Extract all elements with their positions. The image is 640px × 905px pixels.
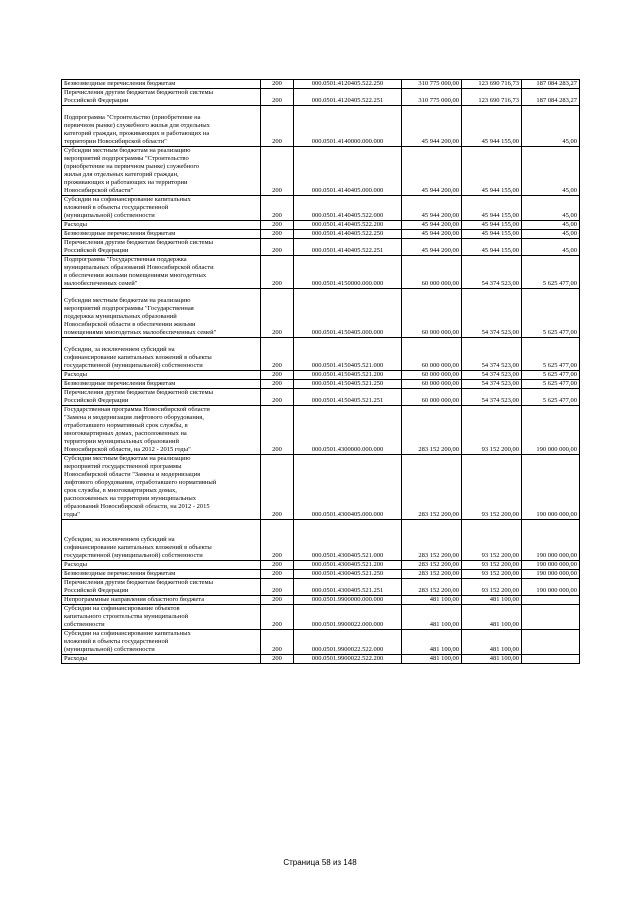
table-row bbox=[62, 596, 580, 605]
row-executed-cell: 45 944 155,00 bbox=[462, 239, 522, 256]
row-grbs-cell: 200 bbox=[261, 570, 294, 579]
row-remainder-cell: 5 625 477,00 bbox=[522, 371, 580, 380]
row-remainder-cell: 5 625 477,00 bbox=[522, 256, 580, 289]
table-row bbox=[62, 289, 580, 338]
row-remainder-cell: 5 625 477,00 bbox=[522, 380, 580, 389]
row-name-cell: Субсидии на софинансирование капитальных вложений в объекты государственной (муниципальной) собственности bbox=[62, 196, 261, 221]
row-remainder-cell: 5 625 477,00 bbox=[522, 289, 580, 338]
row-grbs-cell: 200 bbox=[261, 239, 294, 256]
row-remainder-cell: 45,00 bbox=[522, 147, 580, 196]
row-remainder-cell: 190 000 000,00 bbox=[522, 455, 580, 520]
row-grbs-cell: 200 bbox=[261, 147, 294, 196]
row-approved-cell: 60 000 000,00 bbox=[402, 371, 462, 380]
row-name-cell: Безвозмездные перечисления бюджетам bbox=[62, 380, 261, 389]
budget-table-body bbox=[62, 80, 580, 664]
row-name-cell: Субсидии местным бюджетам на реализацию мероприятий государственной программы Новосибирской области "Замена и модернизация лифтового оборудования, отработавшего нормативный срок службы, в многоквартирных домах, расположенных на территории муниципальных образований Новосибирской области, на 2012 - 2015 годы" bbox=[62, 455, 261, 520]
table-row bbox=[62, 655, 580, 664]
row-grbs-cell: 200 bbox=[261, 655, 294, 664]
row-remainder-cell bbox=[522, 655, 580, 664]
row-code-cell: 000.0501.4300405.000.000 bbox=[294, 455, 402, 520]
row-grbs-cell: 200 bbox=[261, 196, 294, 221]
table-row bbox=[62, 389, 580, 406]
row-approved-cell: 283 152 200,00 bbox=[402, 579, 462, 596]
row-code-cell: 000.0501.4150405.521.000 bbox=[294, 338, 402, 371]
row-executed-cell: 45 944 155,00 bbox=[462, 106, 522, 147]
row-grbs-cell: 200 bbox=[261, 605, 294, 630]
row-executed-cell: 123 690 716,73 bbox=[462, 89, 522, 106]
row-code-cell: 000.0501.4140405.522.250 bbox=[294, 230, 402, 239]
table-row bbox=[62, 380, 580, 389]
table-row bbox=[62, 256, 580, 289]
row-approved-cell: 60 000 000,00 bbox=[402, 338, 462, 371]
row-remainder-cell: 190 000 000,00 bbox=[522, 570, 580, 579]
row-name-cell: Субсидии, за исключением субсидий на софинансирование капитальных вложений в объекты государственной (муниципальной) собственности bbox=[62, 338, 261, 371]
row-code-cell: 000.0501.4300405.521.250 bbox=[294, 570, 402, 579]
row-grbs-cell: 200 bbox=[261, 230, 294, 239]
row-name-cell: Государственная программа Новосибирской области "Замена и модернизация лифтового оборудования, отработавшего нормативный срок службы, в многоквартирных домах, расположенных на территории муниципальных образований Новосибирской области, на 2012 - 2015 годы" bbox=[62, 406, 261, 455]
row-executed-cell: 45 944 155,00 bbox=[462, 147, 522, 196]
row-name-cell: Непрограммные направления областного бюджета bbox=[62, 596, 261, 605]
table-row bbox=[62, 630, 580, 655]
row-approved-cell: 481 100,00 bbox=[402, 630, 462, 655]
row-code-cell: 000.0501.4300405.521.200 bbox=[294, 561, 402, 570]
row-approved-cell: 45 944 200,00 bbox=[402, 230, 462, 239]
row-name-cell: Подпрограмма "Государственная поддержка муниципальных образований Новосибирской области в обеспечении жильми помещениями многодетных малообеспеченных семей" bbox=[62, 256, 261, 289]
row-code-cell: 000.0501.9900022.522.200 bbox=[294, 655, 402, 664]
row-executed-cell: 54 374 523,00 bbox=[462, 371, 522, 380]
row-name-cell: Перечисления другим бюджетам бюджетной системы Российской Федерации bbox=[62, 579, 261, 596]
row-remainder-cell: 45,00 bbox=[522, 196, 580, 221]
table-row bbox=[62, 80, 580, 89]
table-row bbox=[62, 230, 580, 239]
table-row bbox=[62, 579, 580, 596]
row-name-cell: Субсидии на софинансирование капитальных вложений в объекты государственной (муниципальной) собственности bbox=[62, 630, 261, 655]
row-name-cell: Расходы bbox=[62, 371, 261, 380]
row-name-cell: Перечисления другим бюджетам бюджетной системы Российской Федерации bbox=[62, 239, 261, 256]
row-code-cell: 000.0501.4140405.000.000 bbox=[294, 147, 402, 196]
row-executed-cell: 481 100,00 bbox=[462, 605, 522, 630]
row-code-cell: 000.0501.4150405.521.250 bbox=[294, 380, 402, 389]
row-grbs-cell: 200 bbox=[261, 371, 294, 380]
row-name-cell: Расходы bbox=[62, 655, 261, 664]
table-row bbox=[62, 561, 580, 570]
row-approved-cell: 60 000 000,00 bbox=[402, 256, 462, 289]
row-name-cell: Безвозмездные перечисления бюджетам bbox=[62, 80, 261, 89]
row-executed-cell: 93 152 200,00 bbox=[462, 570, 522, 579]
row-remainder-cell: 5 625 477,00 bbox=[522, 389, 580, 406]
row-approved-cell: 310 775 000,00 bbox=[402, 89, 462, 106]
row-remainder-cell: 190 000 000,00 bbox=[522, 406, 580, 455]
row-approved-cell: 283 152 200,00 bbox=[402, 570, 462, 579]
row-name-cell: Субсидии на софинансирование объектов капитального строительства муниципальной собственности bbox=[62, 605, 261, 630]
row-approved-cell: 45 944 200,00 bbox=[402, 239, 462, 256]
row-name-cell: Расходы bbox=[62, 561, 261, 570]
row-code-cell: 000.0501.4150405.000.000 bbox=[294, 289, 402, 338]
row-remainder-cell: 187 084 283,27 bbox=[522, 80, 580, 89]
row-name-cell: Субсидии местным бюджетам на реализацию мероприятий подпрограммы "Строительство (приобретение на первичном рынке) служебного жилья для отдельных категорий граждан, проживающих и работающих на территории Новосибирской области" bbox=[62, 147, 261, 196]
row-code-cell: 000.0501.9900000.000.000 bbox=[294, 596, 402, 605]
row-grbs-cell: 200 bbox=[261, 630, 294, 655]
row-code-cell: 000.0501.4150405.521.251 bbox=[294, 389, 402, 406]
row-executed-cell: 54 374 523,00 bbox=[462, 289, 522, 338]
row-grbs-cell: 200 bbox=[261, 389, 294, 406]
row-approved-cell: 283 152 200,00 bbox=[402, 561, 462, 570]
row-approved-cell: 45 944 200,00 bbox=[402, 196, 462, 221]
table-row bbox=[62, 147, 580, 196]
row-executed-cell: 93 152 200,00 bbox=[462, 579, 522, 596]
table-row bbox=[62, 520, 580, 561]
row-remainder-cell: 45,00 bbox=[522, 230, 580, 239]
row-remainder-cell: 45,00 bbox=[522, 221, 580, 230]
row-code-cell: 000.0501.4120405.522.251 bbox=[294, 89, 402, 106]
row-name-cell: Безвозмездные перечисления бюджетам bbox=[62, 230, 261, 239]
table-row bbox=[62, 371, 580, 380]
row-code-cell: 000.0501.4150405.521.200 bbox=[294, 371, 402, 380]
table-row bbox=[62, 106, 580, 147]
row-executed-cell: 45 944 155,00 bbox=[462, 196, 522, 221]
row-approved-cell: 283 152 200,00 bbox=[402, 406, 462, 455]
row-executed-cell: 54 374 523,00 bbox=[462, 389, 522, 406]
table-row bbox=[62, 221, 580, 230]
row-code-cell: 000.0501.4300405.521.251 bbox=[294, 579, 402, 596]
row-remainder-cell: 187 084 283,27 bbox=[522, 89, 580, 106]
row-executed-cell: 93 152 200,00 bbox=[462, 520, 522, 561]
row-code-cell: 000.0501.4140405.522.200 bbox=[294, 221, 402, 230]
row-code-cell: 000.0501.4140405.522.251 bbox=[294, 239, 402, 256]
row-executed-cell: 45 944 155,00 bbox=[462, 221, 522, 230]
row-executed-cell: 481 100,00 bbox=[462, 596, 522, 605]
row-remainder-cell bbox=[522, 596, 580, 605]
row-approved-cell: 481 100,00 bbox=[402, 655, 462, 664]
row-code-cell: 000.0501.9900022.522.000 bbox=[294, 630, 402, 655]
row-grbs-cell: 200 bbox=[261, 380, 294, 389]
row-name-cell: Перечисления другим бюджетам бюджетной системы Российской Федерации bbox=[62, 389, 261, 406]
row-grbs-cell: 200 bbox=[261, 561, 294, 570]
table-row bbox=[62, 455, 580, 520]
table-row bbox=[62, 605, 580, 630]
budget-table bbox=[61, 79, 580, 664]
row-grbs-cell: 200 bbox=[261, 106, 294, 147]
row-approved-cell: 45 944 200,00 bbox=[402, 106, 462, 147]
row-grbs-cell: 200 bbox=[261, 338, 294, 371]
row-remainder-cell: 45,00 bbox=[522, 106, 580, 147]
row-executed-cell: 93 152 200,00 bbox=[462, 455, 522, 520]
row-executed-cell: 93 152 200,00 bbox=[462, 561, 522, 570]
row-code-cell: 000.0501.4140405.522.000 bbox=[294, 196, 402, 221]
row-remainder-cell bbox=[522, 605, 580, 630]
row-grbs-cell: 200 bbox=[261, 256, 294, 289]
row-grbs-cell: 200 bbox=[261, 520, 294, 561]
row-executed-cell: 54 374 523,00 bbox=[462, 338, 522, 371]
row-executed-cell: 54 374 523,00 bbox=[462, 380, 522, 389]
table-row bbox=[62, 406, 580, 455]
row-executed-cell: 481 100,00 bbox=[462, 655, 522, 664]
table-row bbox=[62, 338, 580, 371]
row-approved-cell: 481 100,00 bbox=[402, 596, 462, 605]
row-executed-cell: 93 152 200,00 bbox=[462, 406, 522, 455]
row-approved-cell: 60 000 000,00 bbox=[402, 389, 462, 406]
row-grbs-cell: 200 bbox=[261, 80, 294, 89]
row-name-cell: Перечисления другим бюджетам бюджетной системы Российской Федерации bbox=[62, 89, 261, 106]
row-grbs-cell: 200 bbox=[261, 89, 294, 106]
row-name-cell: Субсидии, за исключением субсидий на софинансирование капитальных вложений в объекты государственной (муниципальной) собственности bbox=[62, 520, 261, 561]
row-name-cell: Безвозмездные перечисления бюджетам bbox=[62, 570, 261, 579]
row-remainder-cell: 45,00 bbox=[522, 239, 580, 256]
row-name-cell: Субсидии местным бюджетам на реализацию мероприятий подпрограммы "Государственная поддержка муниципальных образований Новосибирской области в обеспечении жильми помещениями многодетных малообеспеченных семей" bbox=[62, 289, 261, 338]
row-code-cell: 000.0501.4150000.000.000 bbox=[294, 256, 402, 289]
table-row bbox=[62, 196, 580, 221]
row-approved-cell: 45 944 200,00 bbox=[402, 221, 462, 230]
row-approved-cell: 45 944 200,00 bbox=[402, 147, 462, 196]
row-remainder-cell: 190 000 000,00 bbox=[522, 520, 580, 561]
row-grbs-cell: 200 bbox=[261, 579, 294, 596]
row-code-cell: 000.0501.4300000.000.000 bbox=[294, 406, 402, 455]
row-remainder-cell: 190 000 000,00 bbox=[522, 561, 580, 570]
table-row bbox=[62, 239, 580, 256]
row-approved-cell: 283 152 200,00 bbox=[402, 455, 462, 520]
row-grbs-cell: 200 bbox=[261, 221, 294, 230]
row-approved-cell: 481 100,00 bbox=[402, 605, 462, 630]
row-approved-cell: 283 152 200,00 bbox=[402, 520, 462, 561]
row-executed-cell: 481 100,00 bbox=[462, 630, 522, 655]
row-grbs-cell: 200 bbox=[261, 406, 294, 455]
row-name-cell: Подпрограмма "Строительство (приобретение на первичном рынке) служебного жилья для отдельных категорий граждан, проживающих и работающих на территории Новосибирской области" bbox=[62, 106, 261, 147]
table-row bbox=[62, 570, 580, 579]
row-executed-cell: 123 690 716,73 bbox=[462, 80, 522, 89]
row-code-cell: 000.0501.4300405.521.000 bbox=[294, 520, 402, 561]
table-row bbox=[62, 89, 580, 106]
row-approved-cell: 310 775 000,00 bbox=[402, 80, 462, 89]
row-executed-cell: 54 374 523,00 bbox=[462, 256, 522, 289]
row-grbs-cell: 200 bbox=[261, 289, 294, 338]
row-remainder-cell: 190 000 000,00 bbox=[522, 579, 580, 596]
row-remainder-cell bbox=[522, 630, 580, 655]
row-grbs-cell: 200 bbox=[261, 455, 294, 520]
row-approved-cell: 60 000 000,00 bbox=[402, 289, 462, 338]
page-number-footer: Страница 58 из 148 bbox=[283, 858, 357, 867]
row-code-cell: 000.0501.9900022.000.000 bbox=[294, 605, 402, 630]
row-grbs-cell: 200 bbox=[261, 596, 294, 605]
row-approved-cell: 60 000 000,00 bbox=[402, 380, 462, 389]
row-executed-cell: 45 944 155,00 bbox=[462, 230, 522, 239]
row-code-cell: 000.0501.4140000.000.000 bbox=[294, 106, 402, 147]
row-remainder-cell: 5 625 477,00 bbox=[522, 338, 580, 371]
row-name-cell: Расходы bbox=[62, 221, 261, 230]
row-code-cell: 000.0501.4120405.522.250 bbox=[294, 80, 402, 89]
